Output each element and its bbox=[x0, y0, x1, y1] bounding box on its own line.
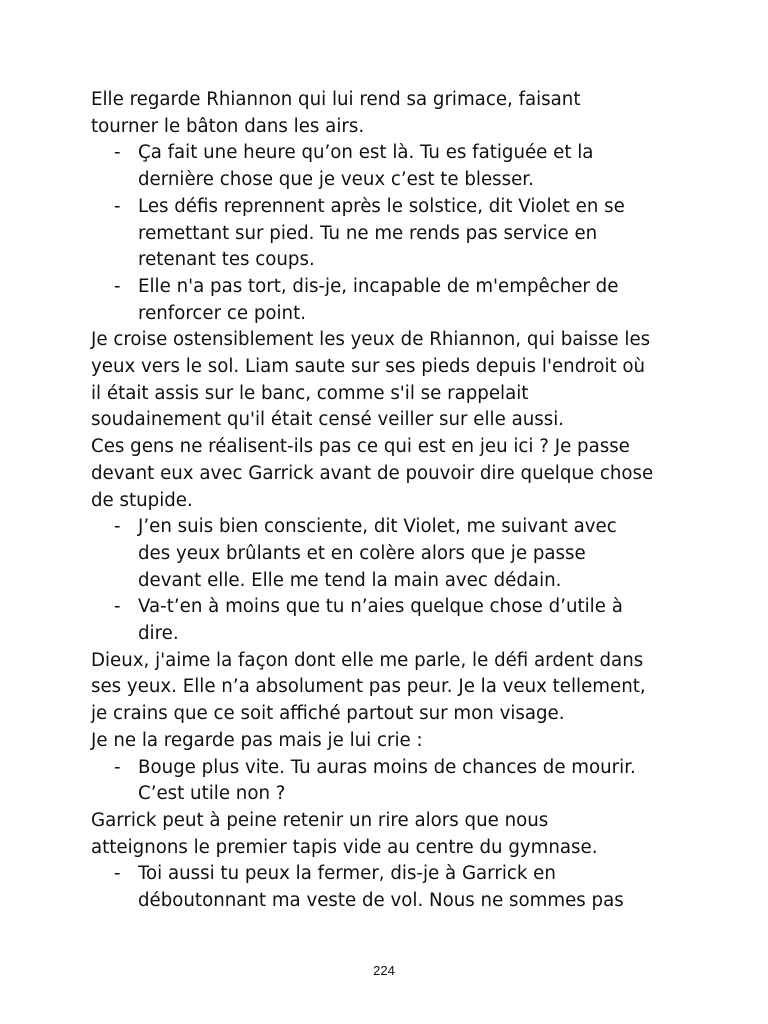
paragraph bbox=[91, 648, 683, 728]
text-line: J’en suis bien consciente, dit Violet, me suivant avec bbox=[138, 516, 617, 538]
dialogue-line bbox=[91, 194, 683, 274]
text-line: déboutonnant ma veste de vol. Nous ne sommes pas bbox=[138, 890, 624, 912]
text-line: Elle regarde Rhiannon qui lui rend sa grimace, faisant bbox=[91, 89, 581, 110]
text-line: Ça fait une heure qu’on est là. Tu es fatiguée et la bbox=[138, 142, 594, 164]
page-number: 224 bbox=[373, 963, 395, 978]
text-line: Ces gens ne réalisent-ils pas ce qui est en jeu ici ? Je passe bbox=[91, 436, 630, 458]
dialogue-dash: - bbox=[114, 596, 121, 618]
paragraph bbox=[91, 87, 683, 140]
text-line: tourner le bâton dans les airs. bbox=[91, 115, 365, 137]
text-line: Je ne la regarde pas mais je lui crie : bbox=[91, 729, 423, 751]
dialogue-line bbox=[91, 274, 683, 327]
dialogue-line bbox=[91, 755, 683, 808]
dialogue-dash: - bbox=[114, 275, 121, 297]
text-line: Va-t’en à moins que tu n’aies quelque chose d’utile à bbox=[138, 596, 623, 618]
dialogue-line bbox=[91, 861, 683, 914]
dialogue-dash: - bbox=[114, 195, 121, 217]
text-line: des yeux brûlants et en colère alors que je passe bbox=[138, 542, 586, 564]
body-text bbox=[91, 87, 683, 915]
text-line: dire. bbox=[138, 623, 179, 645]
text-line: devant eux avec Garrick avant de pouvoir dire quelque chose bbox=[91, 462, 654, 484]
text-line: yeux vers le sol. Liam saute sur ses pieds depuis l'endroit où bbox=[91, 356, 646, 378]
text-line: de stupide. bbox=[91, 489, 193, 511]
text-line: devant elle. Elle me tend la main avec dédain. bbox=[138, 569, 562, 591]
dialogue-dash: - bbox=[114, 142, 121, 164]
text-line: Garrick peut à peine retenir un rire alors que nous bbox=[91, 809, 549, 831]
text-line: C’est utile non ? bbox=[138, 783, 286, 805]
text-line: Elle n'a pas tort, dis-je, incapable de m'empêcher de bbox=[138, 275, 619, 297]
dialogue-line bbox=[91, 140, 683, 193]
paragraph bbox=[91, 808, 683, 861]
text-line: Les défis reprennent après le solstice, dit Violet en se bbox=[138, 195, 625, 217]
text-line: Toi aussi tu peux la fermer, dis-je à Garrick en bbox=[138, 863, 556, 885]
text-line: Dieux, j'aime la façon dont elle me parle, le défi ardent dans bbox=[91, 649, 644, 671]
paragraph bbox=[91, 728, 683, 755]
text-line: renforcer ce point. bbox=[138, 302, 306, 324]
paragraph bbox=[91, 434, 683, 514]
paragraph bbox=[91, 327, 683, 434]
text-line: ses yeux. Elle n’a absolument pas peur. Je la veux tellement, bbox=[91, 676, 646, 698]
dialogue-dash: - bbox=[114, 516, 121, 538]
dialogue-line bbox=[91, 514, 683, 594]
text-line: retenant tes coups. bbox=[138, 249, 315, 271]
text-line: Je croise ostensiblement les yeux de Rhiannon, qui baisse les bbox=[91, 329, 651, 351]
text-line: soudainement qu'il était censé veiller sur elle aussi. bbox=[91, 409, 565, 431]
text-line: je crains que ce soit affiché partout sur mon visage. bbox=[91, 703, 565, 725]
text-line: il était assis sur le banc, comme s'il se rappelait bbox=[91, 382, 529, 404]
text-line: remettant sur pied. Tu ne me rends pas service en bbox=[138, 222, 598, 244]
text-line: Bouge plus vite. Tu auras moins de chances de mourir. bbox=[138, 756, 636, 778]
dialogue-dash: - bbox=[114, 756, 121, 778]
dialogue-dash: - bbox=[114, 863, 121, 885]
dialogue-line bbox=[91, 594, 683, 647]
text-line: dernière chose que je veux c’est te blesser. bbox=[138, 169, 534, 191]
text-line: atteignons le premier tapis vide au centre du gymnase. bbox=[91, 836, 598, 858]
